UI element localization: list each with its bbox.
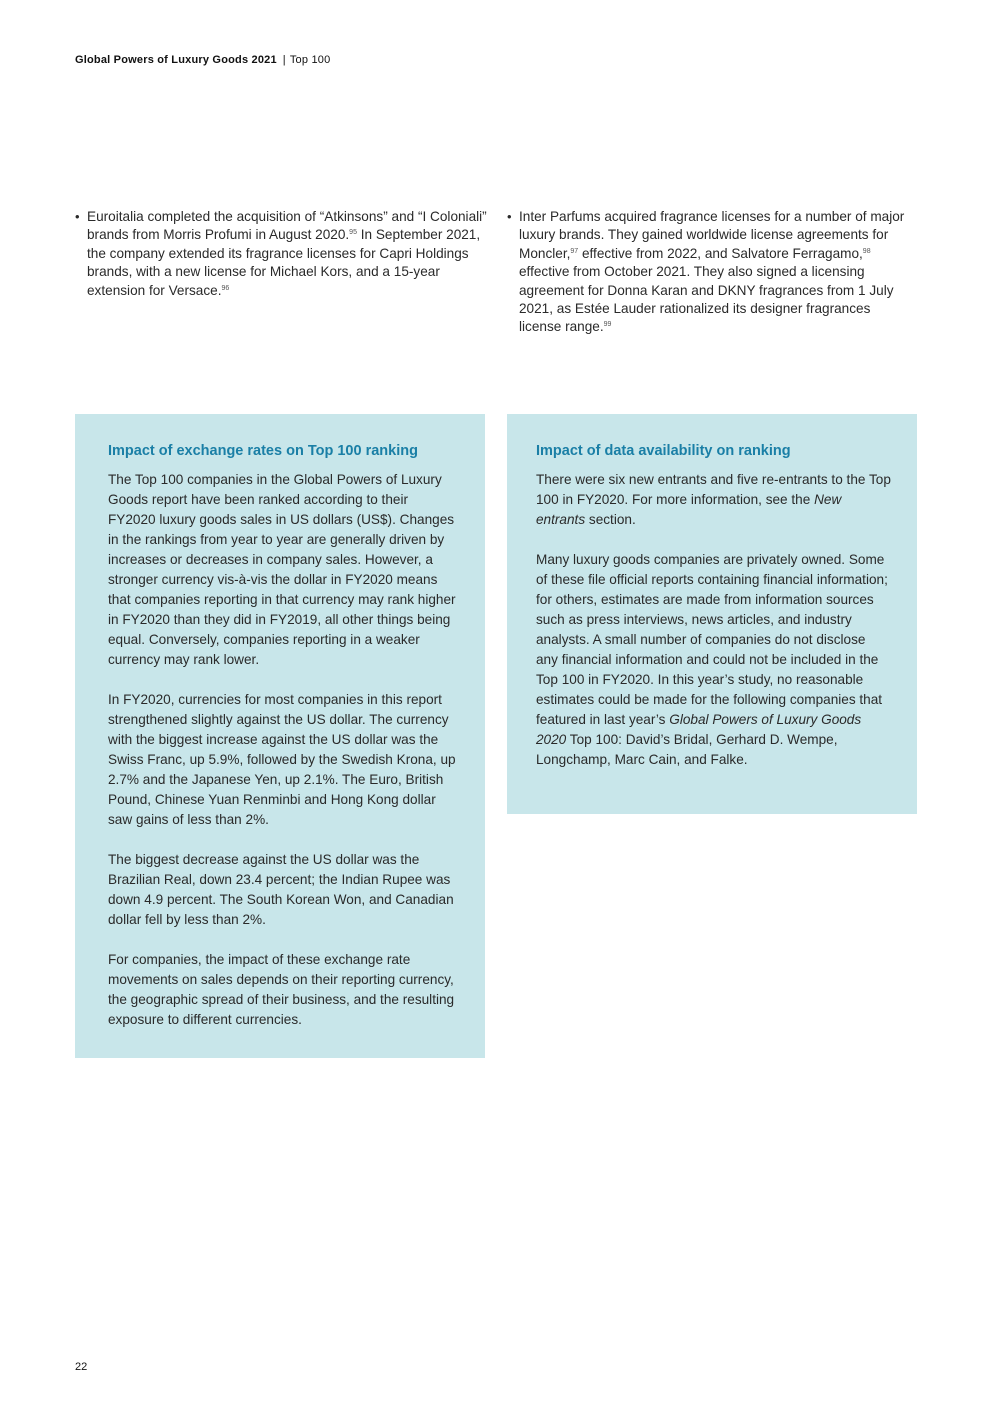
bullet-text-part: Euroitalia completed the acquisition of “Atkinsons” and “I Coloniali” brands from Morris Profumi in August 2020.	[87, 209, 487, 243]
footnote-ref[interactable]: 98	[862, 247, 871, 255]
exchange-rates-paragraph: In FY2020, currencies for most companies in this report strengthened slightly against the US dollar. The currency with the biggest increase against the US dollar was the Swiss Franc, up 5.9%, followed by the Swedish Krona, up 2.7% and the Japanese Yen, up 2.1%. The Euro, British Pound, Chinese Yuan Renminbi and Hong Kong dollar saw gains of less than 2%.	[108, 692, 456, 827]
bullet-dot: •	[507, 209, 512, 224]
data-availability-box	[507, 414, 917, 814]
footnote-ref[interactable]: 99	[603, 321, 612, 329]
paragraph-text: Many luxury goods companies are privately owned. Some of these file official reports containing financial information; for others, estimates are made from information sources such as press interviews, news articles, and industry analysts. A small number of companies do not disclose any financial information and could not be included in the Top 100 in FY2020. In this year’s study, no reasonable estimates could be made for the following companies that featured in last year’s	[536, 552, 888, 727]
bullet-column-left	[75, 208, 487, 300]
footnote-ref[interactable]: 96	[221, 284, 230, 292]
exchange-rates-heading: Impact of exchange rates on Top 100 ranking	[108, 443, 418, 459]
data-availability-heading: Impact of data availability on ranking	[536, 443, 791, 459]
paragraph-text: section.	[585, 512, 636, 527]
exchange-rates-paragraph: The biggest decrease against the US dollar was the Brazilian Real, down 23.4 percent; the Indian Rupee was down 4.9 percent. The South Korean Won, and Canadian dollar fell by less than 2%.	[108, 852, 454, 927]
page-number: 22	[75, 1361, 88, 1373]
exchange-rates-box	[75, 414, 485, 1058]
exchange-rates-paragraph: For companies, the impact of these exchange rate movements on sales depends on their reporting currency, the geographic spread of their business, and the resulting exposure to different currencies.	[108, 952, 455, 1027]
new-entrants-reference[interactable]: New entrants	[536, 492, 842, 527]
bullet-item-euroitalia	[75, 208, 487, 300]
data-availability-paragraph	[536, 550, 891, 770]
report-title: Global Powers of Luxury Goods 2021	[75, 54, 277, 66]
footnote-ref[interactable]: 97	[570, 247, 579, 255]
bullet-text-part: Inter Parfums acquired fragrance licenses for a number of major luxury brands. They gained worldwide license agreements for Moncler,	[519, 209, 905, 261]
data-availability-paragraph	[536, 470, 891, 530]
bullet-text-part: In September 2021, the company extended its fragrance licenses for Capri Holdings brands, with a new license for Michael Kors, and a 15-year extension for Versace.	[87, 227, 481, 298]
header-separator: |	[282, 54, 286, 66]
report-reference: Global Powers of Luxury Goods 2020	[536, 712, 862, 747]
exchange-rates-paragraph: The Top 100 companies in the Global Powers of Luxury Goods report have been ranked according to their FY2020 luxury goods sales in US dollars (US$). Changes in the rankings from year to year are generally driven by increases or decreases in company sales. However, a stronger currency vis-à-vis the dollar in FY2020 means that companies reporting in that currency may rank higher in FY2020 than they did in FY2019, all other things being equal. Conversely, companies reporting in a weaker currency may rank lower.	[108, 472, 456, 667]
bullet-text-part: effective from October 2021. They also signed a licensing agreement for Donna Karan and DKNY fragrances from 1 July 2021, as Estée Lauder rationalized its designer fragrances license range.	[519, 264, 894, 335]
section-name: Top 100	[289, 54, 331, 66]
bullet-column-right	[507, 208, 909, 337]
paragraph-text: Top 100: David’s Bridal, Gerhard D. Wempe, Longchamp, Marc Cain, and Falke.	[536, 732, 838, 767]
running-header	[75, 54, 330, 66]
bullet-dot: •	[75, 209, 80, 224]
paragraph-text: There were six new entrants and five re-entrants to the Top 100 in FY2020. For more information, see the	[536, 472, 891, 507]
bullet-item-inter-parfums	[507, 208, 909, 337]
footnote-ref[interactable]: 95	[349, 229, 357, 237]
bullet-text-part: effective from 2022, and Salvatore Ferragamo,	[578, 245, 863, 261]
bullet-text	[87, 208, 487, 300]
bullet-text	[519, 208, 909, 337]
